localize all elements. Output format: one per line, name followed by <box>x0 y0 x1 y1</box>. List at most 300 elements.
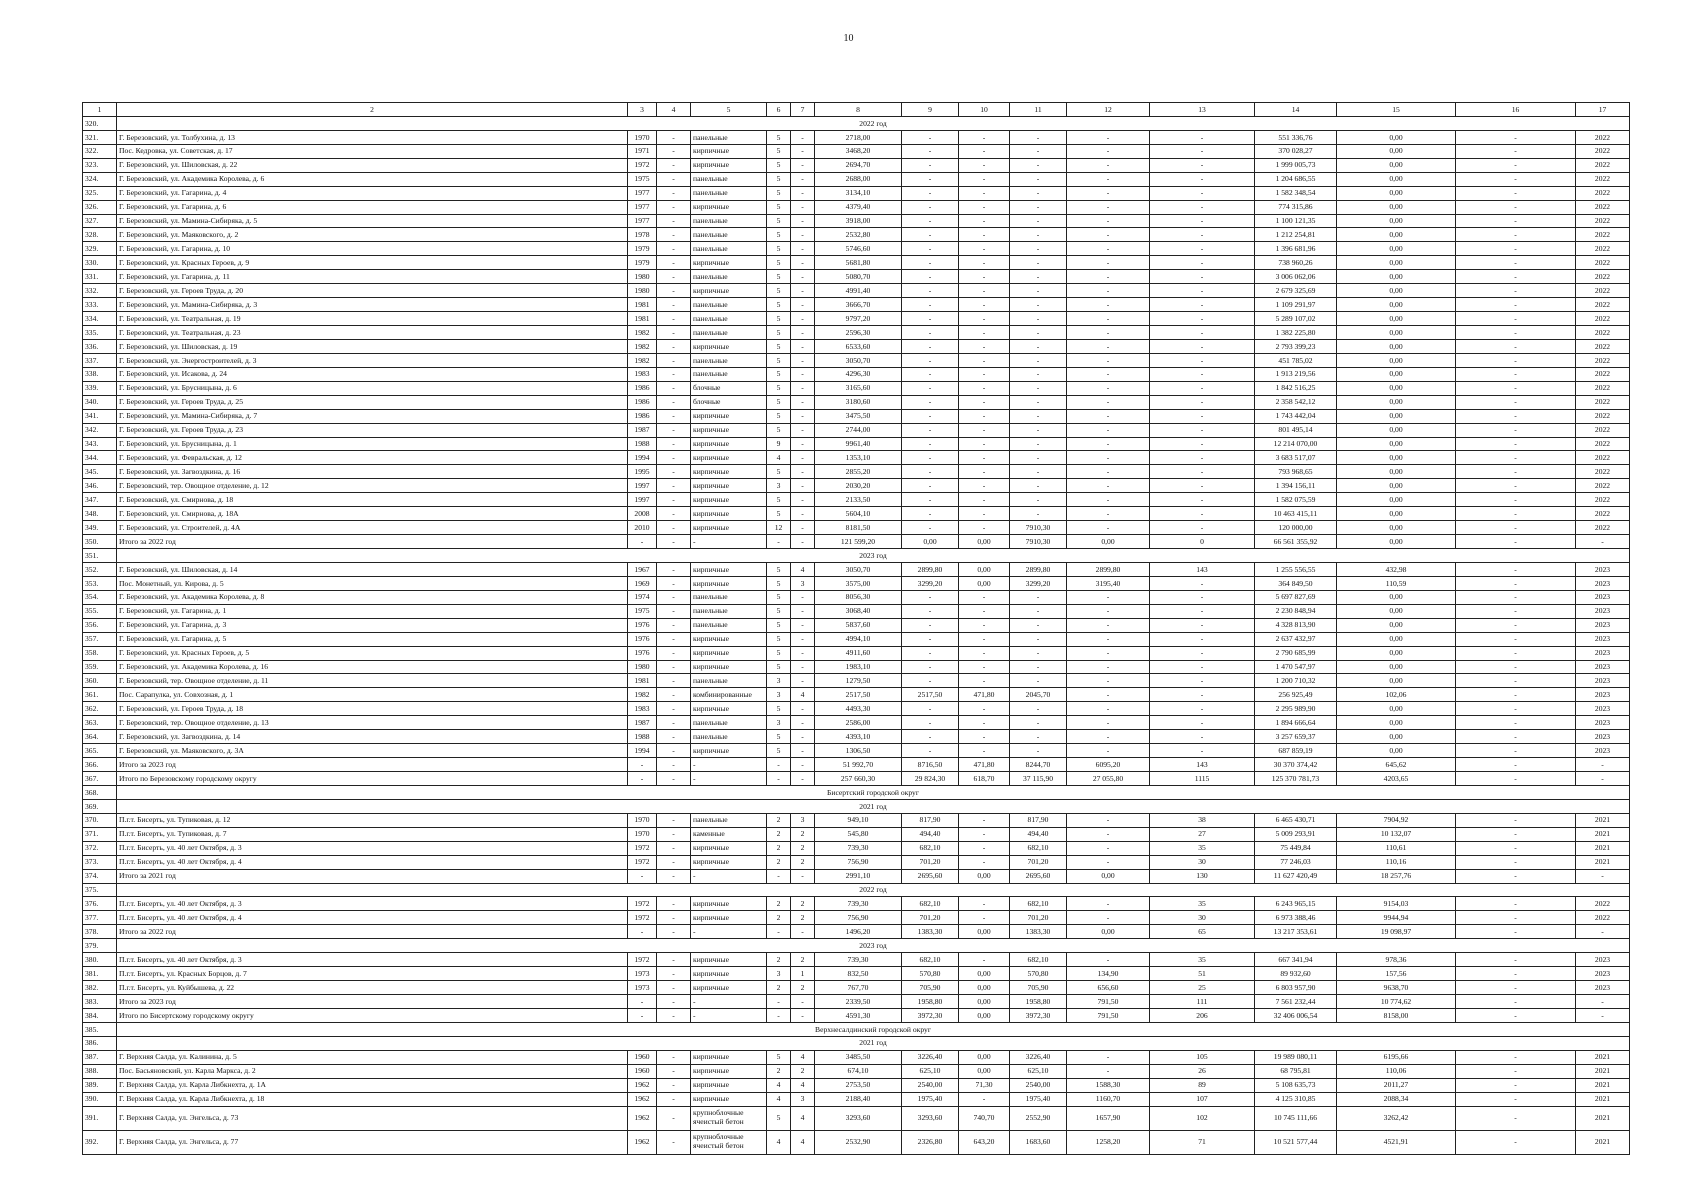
table-cell: 756,90 <box>815 855 902 869</box>
table-cell: - <box>1067 1064 1150 1078</box>
table-cell: - <box>1150 604 1255 618</box>
table-cell: 1383,30 <box>902 925 959 939</box>
table-cell: - <box>902 493 959 507</box>
table-cell: 618,70 <box>959 772 1010 786</box>
address-cell: Г. Березовский, ул. Смирнова, д. 18А <box>117 507 628 521</box>
table-row <box>83 1064 1630 1078</box>
table-cell: 30 370 374,42 <box>1255 758 1337 772</box>
table-cell: 2540,00 <box>902 1078 959 1092</box>
table-cell: 1962 <box>628 1106 657 1130</box>
table-cell: - <box>791 493 815 507</box>
table-cell: - <box>1067 437 1150 451</box>
table-cell: 120 000,00 <box>1255 521 1337 535</box>
table-cell: 3666,70 <box>815 298 902 312</box>
table-cell: 4 <box>767 1092 791 1106</box>
table-cell: 10 774,62 <box>1337 995 1456 1009</box>
table-cell: - <box>1456 339 1576 353</box>
table-cell: 19 989 080,11 <box>1255 1050 1337 1064</box>
table-cell: - <box>1150 326 1255 340</box>
material-cell: кирпичные <box>691 1064 767 1078</box>
table-cell: - <box>902 437 959 451</box>
table-cell: - <box>1456 730 1576 744</box>
table-cell: - <box>791 618 815 632</box>
table-cell: - <box>1150 451 1255 465</box>
table-cell: 0,00 <box>1337 437 1456 451</box>
column-header: 16 <box>1456 103 1576 117</box>
table-cell: 19 098,97 <box>1337 925 1456 939</box>
table-cell: - <box>791 632 815 646</box>
table-cell: 1 470 547,97 <box>1255 660 1337 674</box>
table-cell: - <box>959 744 1010 758</box>
table-cell: 71 <box>1150 1130 1255 1154</box>
section-row <box>83 799 1630 813</box>
row-number: 356. <box>83 618 117 632</box>
table-cell: - <box>657 326 691 340</box>
table-cell: 1982 <box>628 688 657 702</box>
table-cell: 949,10 <box>815 813 902 827</box>
table-cell: - <box>1456 312 1576 326</box>
table-cell: 3180,60 <box>815 395 902 409</box>
table-cell: 2 790 685,99 <box>1255 646 1337 660</box>
table-cell: 0,00 <box>959 535 1010 549</box>
table-cell: - <box>1456 284 1576 298</box>
table-cell: 27 <box>1150 827 1255 841</box>
table-cell: - <box>1150 339 1255 353</box>
table-cell: - <box>657 423 691 437</box>
table-cell: 1258,20 <box>1067 1130 1150 1154</box>
table-cell: - <box>657 911 691 925</box>
table-cell: 1980 <box>628 270 657 284</box>
table-cell: 451 785,02 <box>1255 353 1337 367</box>
table-cell: 1977 <box>628 186 657 200</box>
table-cell: 3575,00 <box>815 576 902 590</box>
table-cell: - <box>1456 632 1576 646</box>
material-cell: панельные <box>691 172 767 186</box>
material-cell: кирпичные <box>691 1078 767 1092</box>
row-number: 339. <box>83 381 117 395</box>
table-cell: - <box>657 590 691 604</box>
table-cell: - <box>902 312 959 326</box>
table-cell: - <box>902 632 959 646</box>
table-cell: - <box>959 841 1010 855</box>
table-cell: - <box>657 632 691 646</box>
table-cell: 2694,70 <box>815 158 902 172</box>
table-cell: - <box>1456 827 1576 841</box>
table-cell: - <box>959 604 1010 618</box>
table-cell: - <box>1576 925 1630 939</box>
table-cell: - <box>959 144 1010 158</box>
table-cell: - <box>1067 298 1150 312</box>
table-cell: - <box>628 925 657 939</box>
table-cell: 6 803 957,90 <box>1255 981 1337 995</box>
table-cell: - <box>1067 158 1150 172</box>
table-cell: 110,59 <box>1337 576 1456 590</box>
table-cell: 5 <box>767 744 791 758</box>
table-cell: 3485,50 <box>815 1050 902 1064</box>
table-cell: 8716,50 <box>902 758 959 772</box>
table-cell: - <box>1067 353 1150 367</box>
table-cell: 0,00 <box>1337 590 1456 604</box>
table-cell: 2022 <box>1576 312 1630 326</box>
table-cell: - <box>959 827 1010 841</box>
table-cell: 102,06 <box>1337 688 1456 702</box>
table-cell: 4393,10 <box>815 730 902 744</box>
table-cell: 38 <box>1150 813 1255 827</box>
table-cell: 1980 <box>628 284 657 298</box>
table-cell: 18 257,76 <box>1337 869 1456 883</box>
address-cell: Г. Верхняя Салда, ул. Карла Либкнехта, д. 18 <box>117 1092 628 1106</box>
table-cell: - <box>1456 228 1576 242</box>
material-cell: кирпичные <box>691 158 767 172</box>
table-cell: 5 <box>767 730 791 744</box>
table-cell: 1981 <box>628 674 657 688</box>
table-cell: 2 <box>767 911 791 925</box>
table-cell: 71,30 <box>959 1078 1010 1092</box>
table-cell: 3226,40 <box>902 1050 959 1064</box>
table-cell: - <box>959 214 1010 228</box>
table-cell: - <box>1067 493 1150 507</box>
table-cell: - <box>959 326 1010 340</box>
table-cell: - <box>1456 367 1576 381</box>
material-cell: - <box>691 758 767 772</box>
table-cell: 5 <box>767 1106 791 1130</box>
address-cell: Г. Березовский, ул. Шиловская, д. 14 <box>117 562 628 576</box>
table-cell: - <box>1456 535 1576 549</box>
table-cell: 1982 <box>628 353 657 367</box>
table-row <box>83 632 1630 646</box>
table-cell: - <box>1456 702 1576 716</box>
table-cell: 0,00 <box>1337 395 1456 409</box>
table-cell: - <box>959 1092 1010 1106</box>
table-cell: - <box>1067 827 1150 841</box>
table-cell: - <box>1067 688 1150 702</box>
address-cell: Г. Березовский, ул. Загвоздкина, д. 16 <box>117 465 628 479</box>
table-row <box>83 186 1630 200</box>
table-cell: - <box>657 144 691 158</box>
table-cell: 10 521 577,44 <box>1255 1130 1337 1154</box>
table-cell: - <box>959 897 1010 911</box>
table-cell: - <box>657 758 691 772</box>
material-cell: кирпичные <box>691 576 767 590</box>
table-cell: - <box>791 674 815 688</box>
table-cell: - <box>791 326 815 340</box>
table-cell: 0,00 <box>1337 130 1456 144</box>
table-cell: - <box>657 855 691 869</box>
table-cell: 8181,50 <box>815 521 902 535</box>
table-cell: - <box>959 367 1010 381</box>
table-cell: - <box>959 130 1010 144</box>
table-cell: - <box>791 367 815 381</box>
table-cell: - <box>1150 270 1255 284</box>
header-row <box>83 103 1630 117</box>
table-cell: 2695,60 <box>1010 869 1067 883</box>
table-cell: - <box>1010 646 1067 660</box>
table-row <box>83 270 1630 284</box>
material-cell: - <box>691 1008 767 1022</box>
table-cell: - <box>657 618 691 632</box>
table-cell: 1 743 442,04 <box>1255 409 1337 423</box>
table-cell: 1972 <box>628 911 657 925</box>
table-cell: - <box>902 186 959 200</box>
table-cell: - <box>959 813 1010 827</box>
table-cell: - <box>959 395 1010 409</box>
table-cell: 682,10 <box>902 953 959 967</box>
table-cell: 3134,10 <box>815 186 902 200</box>
row-number: 321. <box>83 130 117 144</box>
table-cell: 0,00 <box>902 535 959 549</box>
table-cell: 9797,20 <box>815 312 902 326</box>
table-cell: - <box>791 437 815 451</box>
table-cell: 5 <box>767 228 791 242</box>
row-number: 371. <box>83 827 117 841</box>
table-cell: 0,00 <box>959 995 1010 1009</box>
material-cell: кирпичные <box>691 200 767 214</box>
address-cell: Г. Березовский, ул. Февральская, д. 12 <box>117 451 628 465</box>
table-cell: 3293,60 <box>815 1106 902 1130</box>
table-cell: 656,60 <box>1067 981 1150 995</box>
table-cell: 0,00 <box>1337 339 1456 353</box>
row-number: 383. <box>83 995 117 1009</box>
table-cell: 1496,20 <box>815 925 902 939</box>
table-cell: 791,50 <box>1067 1008 1150 1022</box>
row-number: 384. <box>83 1008 117 1022</box>
table-cell: 9638,70 <box>1337 981 1456 995</box>
table-cell: 2022 <box>1576 367 1630 381</box>
table-cell: 1115 <box>1150 772 1255 786</box>
row-number: 323. <box>83 158 117 172</box>
table-cell: - <box>1067 256 1150 270</box>
table-cell: - <box>657 312 691 326</box>
table-cell: 6 465 430,71 <box>1255 813 1337 827</box>
table-cell: 0,00 <box>1337 535 1456 549</box>
table-cell: - <box>657 646 691 660</box>
table-cell: 1979 <box>628 242 657 256</box>
table-cell: 2 230 848,94 <box>1255 604 1337 618</box>
address-cell: Г. Березовский, ул. Гагарина, д. 6 <box>117 200 628 214</box>
address-cell: Г. Березовский, ул. Мамина-Сибиряка, д. 7 <box>117 409 628 423</box>
material-cell: кирпичные <box>691 465 767 479</box>
table-cell: 471,80 <box>959 758 1010 772</box>
table-cell: 5 <box>767 507 791 521</box>
table-cell: 1960 <box>628 1050 657 1064</box>
table-cell: 1969 <box>628 576 657 590</box>
table-cell: 110,06 <box>1337 1064 1456 1078</box>
table-cell: - <box>657 507 691 521</box>
table-row <box>83 688 1630 702</box>
table-cell: - <box>1150 367 1255 381</box>
material-cell: кирпичные <box>691 981 767 995</box>
table-cell: - <box>959 590 1010 604</box>
table-cell: 2010 <box>628 521 657 535</box>
table-row <box>83 326 1630 340</box>
table-cell: 3 683 517,07 <box>1255 451 1337 465</box>
material-cell: кирпичные <box>691 256 767 270</box>
table-cell: 705,90 <box>902 981 959 995</box>
address-cell: П.г.т. Бисерть, ул. 40 лет Октября, д. 4 <box>117 855 628 869</box>
table-cell: - <box>657 535 691 549</box>
table-cell: - <box>767 869 791 883</box>
table-cell: 9154,03 <box>1337 897 1456 911</box>
table-cell: - <box>902 618 959 632</box>
table-cell: 2 358 542,12 <box>1255 395 1337 409</box>
table-cell: 1 913 219,56 <box>1255 367 1337 381</box>
table-cell: - <box>1010 618 1067 632</box>
table-cell: - <box>1456 298 1576 312</box>
table-row <box>83 312 1630 326</box>
table-cell: - <box>1010 256 1067 270</box>
table-cell: 5 <box>767 367 791 381</box>
table-cell: 2022 <box>1576 130 1630 144</box>
table-cell: 0,00 <box>1337 702 1456 716</box>
table-cell: - <box>1150 660 1255 674</box>
address-cell: Г. Верхняя Салда, ул. Энгельса, д. 73 <box>117 1106 628 1130</box>
table-cell: - <box>959 339 1010 353</box>
table-cell: 27 055,80 <box>1067 772 1150 786</box>
table-cell: - <box>1456 1050 1576 1064</box>
table-cell: 4 <box>791 562 815 576</box>
section-row <box>83 1036 1630 1050</box>
row-number: 342. <box>83 423 117 437</box>
table-cell: - <box>657 493 691 507</box>
table-cell: 1988 <box>628 730 657 744</box>
table-cell: - <box>902 242 959 256</box>
table-cell: - <box>657 576 691 590</box>
address-cell: Пос. Сарапулка, ул. Совхозная, д. 1 <box>117 688 628 702</box>
table-cell: 5 <box>767 298 791 312</box>
table-cell: 2899,80 <box>1067 562 1150 576</box>
table-cell: - <box>791 772 815 786</box>
table-cell: - <box>1456 242 1576 256</box>
row-number: 338. <box>83 367 117 381</box>
table-cell: - <box>1456 897 1576 911</box>
address-cell: Г. Березовский, ул. Гагарина, д. 10 <box>117 242 628 256</box>
table-cell: 2586,00 <box>815 716 902 730</box>
table-cell: 739,30 <box>815 897 902 911</box>
table-cell: - <box>791 381 815 395</box>
table-cell: 89 932,60 <box>1255 967 1337 981</box>
table-cell: - <box>1010 465 1067 479</box>
table-cell: - <box>791 758 815 772</box>
table-cell: 256 925,49 <box>1255 688 1337 702</box>
table-cell: 4 <box>791 1078 815 1092</box>
material-cell: кирпичные <box>691 493 767 507</box>
address-cell: Г. Березовский, ул. Героев Труда, д. 23 <box>117 423 628 437</box>
table-cell: 3050,70 <box>815 353 902 367</box>
table-cell: 3 257 659,37 <box>1255 730 1337 744</box>
table-cell: - <box>1150 730 1255 744</box>
material-cell: кирпичные <box>691 1092 767 1106</box>
table-cell: 2517,50 <box>815 688 902 702</box>
table-cell: 3 <box>791 1092 815 1106</box>
table-cell: 0,00 <box>1337 730 1456 744</box>
row-number: 367. <box>83 772 117 786</box>
table-cell: 701,20 <box>902 855 959 869</box>
table-cell: 1970 <box>628 813 657 827</box>
table-cell: 1976 <box>628 618 657 632</box>
table-cell: 471,80 <box>959 688 1010 702</box>
table-cell: 6095,20 <box>1067 758 1150 772</box>
table-cell: - <box>902 284 959 298</box>
address-cell: Г. Березовский, ул. Красных Героев, д. 5 <box>117 646 628 660</box>
table-cell: - <box>1576 995 1630 1009</box>
table-cell: 2023 <box>1576 674 1630 688</box>
table-cell: 0,00 <box>1337 353 1456 367</box>
table-row <box>83 451 1630 465</box>
table-cell: 4 <box>791 1130 815 1154</box>
section-title: 2021 год <box>117 1036 1630 1050</box>
table-cell: 2022 <box>1576 395 1630 409</box>
table-cell: 30 <box>1150 855 1255 869</box>
table-cell: - <box>1010 395 1067 409</box>
table-cell: 0,00 <box>1337 242 1456 256</box>
table-cell: - <box>791 339 815 353</box>
table-cell: - <box>791 395 815 409</box>
table-cell: 5 <box>767 256 791 270</box>
table-row <box>83 158 1630 172</box>
table-cell: - <box>1150 242 1255 256</box>
table-cell: - <box>1576 758 1630 772</box>
material-cell: кирпичные <box>691 562 767 576</box>
address-cell: Г. Березовский, ул. Строителей, д. 4А <box>117 521 628 535</box>
table-row <box>83 200 1630 214</box>
table-cell: 2023 <box>1576 967 1630 981</box>
row-number: 322. <box>83 144 117 158</box>
table-cell: 66 561 355,92 <box>1255 535 1337 549</box>
table-cell: - <box>657 925 691 939</box>
table-cell: - <box>902 144 959 158</box>
table-cell: 570,80 <box>902 967 959 981</box>
row-number: 345. <box>83 465 117 479</box>
table-cell: - <box>959 186 1010 200</box>
table-cell: 12 214 070,00 <box>1255 437 1337 451</box>
table-cell: 2991,10 <box>815 869 902 883</box>
table-row <box>83 507 1630 521</box>
material-cell: кирпичные <box>691 144 767 158</box>
row-number: 375. <box>83 883 117 897</box>
table-cell: 4 125 310,85 <box>1255 1092 1337 1106</box>
table-cell: 5 009 293,91 <box>1255 827 1337 841</box>
table-row <box>83 367 1630 381</box>
table-cell: 2021 <box>1576 1050 1630 1064</box>
table-row <box>83 758 1630 772</box>
table-cell: - <box>1456 451 1576 465</box>
row-number: 358. <box>83 646 117 660</box>
table-cell: 2899,80 <box>1010 562 1067 576</box>
table-cell: - <box>1150 674 1255 688</box>
table-row <box>83 576 1630 590</box>
table-cell: - <box>1150 214 1255 228</box>
table-cell: - <box>1010 493 1067 507</box>
table-cell: 2188,40 <box>815 1092 902 1106</box>
table-cell: - <box>791 702 815 716</box>
table-cell: 2532,90 <box>815 1130 902 1154</box>
table-cell: 682,10 <box>1010 897 1067 911</box>
table-cell: 817,90 <box>1010 813 1067 827</box>
section-title: 2022 год <box>117 883 1630 897</box>
table-cell: - <box>902 200 959 214</box>
table-cell: 1 582 075,59 <box>1255 493 1337 507</box>
table-cell: - <box>1067 186 1150 200</box>
material-cell: панельные <box>691 326 767 340</box>
table-cell: 4 <box>791 1050 815 1064</box>
row-number: 346. <box>83 479 117 493</box>
row-number: 340. <box>83 395 117 409</box>
table-cell: - <box>1067 604 1150 618</box>
table-cell: 77 246,03 <box>1255 855 1337 869</box>
material-cell: кирпичные <box>691 646 767 660</box>
table-cell: 4911,60 <box>815 646 902 660</box>
table-cell: 5 <box>767 172 791 186</box>
